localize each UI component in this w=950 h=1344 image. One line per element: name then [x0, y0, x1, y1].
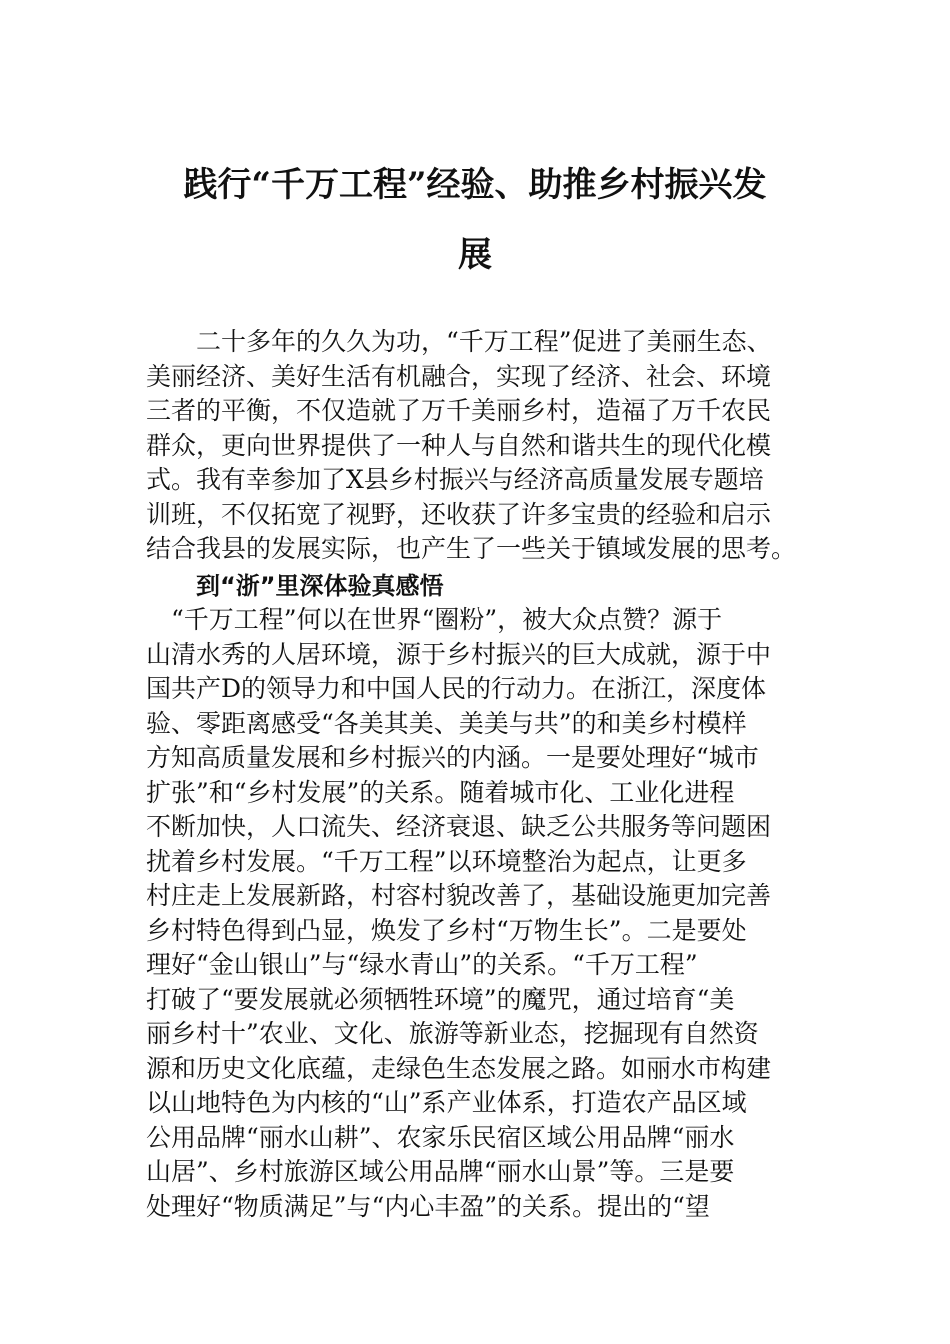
paragraph-line: 三者的平衡，不仅造就了万千美丽乡村，造福了万千农民	[146, 396, 772, 425]
document-title-line-1: 践行“千万工程”经验、助推乡村振兴发	[183, 165, 767, 205]
paragraph-line: 二十多年的久久为功，“千万工程”促进了美丽生态、	[146, 327, 772, 356]
paragraph-line: 山清水秀的人居环境，源于乡村振兴的巨大成就，源于中	[146, 639, 772, 669]
paragraph-line: 美丽经济、美好生活有机融合，实现了经济、社会、环境	[146, 361, 772, 391]
paragraph-line: 乡村特色得到凸显，焕发了乡村“万物生长”。二是要处	[146, 915, 747, 945]
paragraph-body	[146, 603, 816, 1224]
paragraph-line: 国共产D的领导力和中国人民的行动力。在浙江，深度体	[146, 674, 767, 703]
section-heading: 到“浙”里深体验真感悟	[196, 572, 444, 600]
paragraph-line: 山居”、乡村旅游区域公用品牌“丽水山景”等。三是要	[146, 1157, 735, 1186]
paragraph-line: “千万工程”何以在世界“圈粉”，被大众点赞？源于	[146, 605, 723, 634]
paragraph-line: 丽乡村十”农业、文化、旅游等新业态，挖掘现有自然资	[146, 1019, 759, 1048]
paragraph-line: 式。我有幸参加了X县乡村振兴与经济高质量发展专题培	[146, 465, 764, 494]
paragraph-line: 扩张”和“乡村发展”的关系。随着城市化、工业化进程	[146, 777, 735, 807]
paragraph-line: 打破了“要发展就必须牺牲环境”的魔咒，通过培育“美	[146, 984, 735, 1014]
paragraph-line: 公用品牌“丽水山耕”、农家乐民宿区域公用品牌“丽水	[146, 1122, 735, 1152]
paragraph-line: 理好“金山银山”与“绿水青山”的关系。“千万工程”	[146, 950, 698, 979]
paragraph-line: 训班，不仅拓宽了视野，还收获了许多宝贵的经验和启示	[146, 499, 772, 529]
paragraph-line: 结合我县的发展实际，也产生了一些关于镇域发展的思考。	[146, 534, 797, 563]
paragraph-line: 群众，更向世界提供了一种人与自然和谐共生的现代化模	[146, 430, 772, 460]
paragraph-line: 验、零距离感受“各美其美、美美与共”的和美乡村模样	[146, 708, 747, 738]
paragraph-line: 方知高质量发展和乡村振兴的内涵。一是要处理好“城市	[146, 743, 759, 772]
document-title-line-2: 展	[458, 235, 492, 275]
paragraph-intro	[146, 325, 816, 567]
paragraph-line: 不断加快，人口流失、经济衰退、缺乏公共服务等问题困	[146, 812, 772, 841]
paragraph-line: 以山地特色为内核的“山”系产业体系，打造农产品区域	[146, 1088, 747, 1117]
paragraph-line: 村庄走上发展新路，村容村貌改善了，基础设施更加完善	[146, 881, 772, 910]
paragraph-line: 扰着乡村发展。“千万工程”以环境整治为起点，让更多	[146, 846, 747, 876]
paragraph-line: 处理好“物质满足”与“内心丰盈”的关系。提出的“望	[146, 1191, 710, 1221]
paragraph-line: 源和历史文化底蕴，走绿色生态发展之路。如丽水市构建	[146, 1053, 772, 1083]
